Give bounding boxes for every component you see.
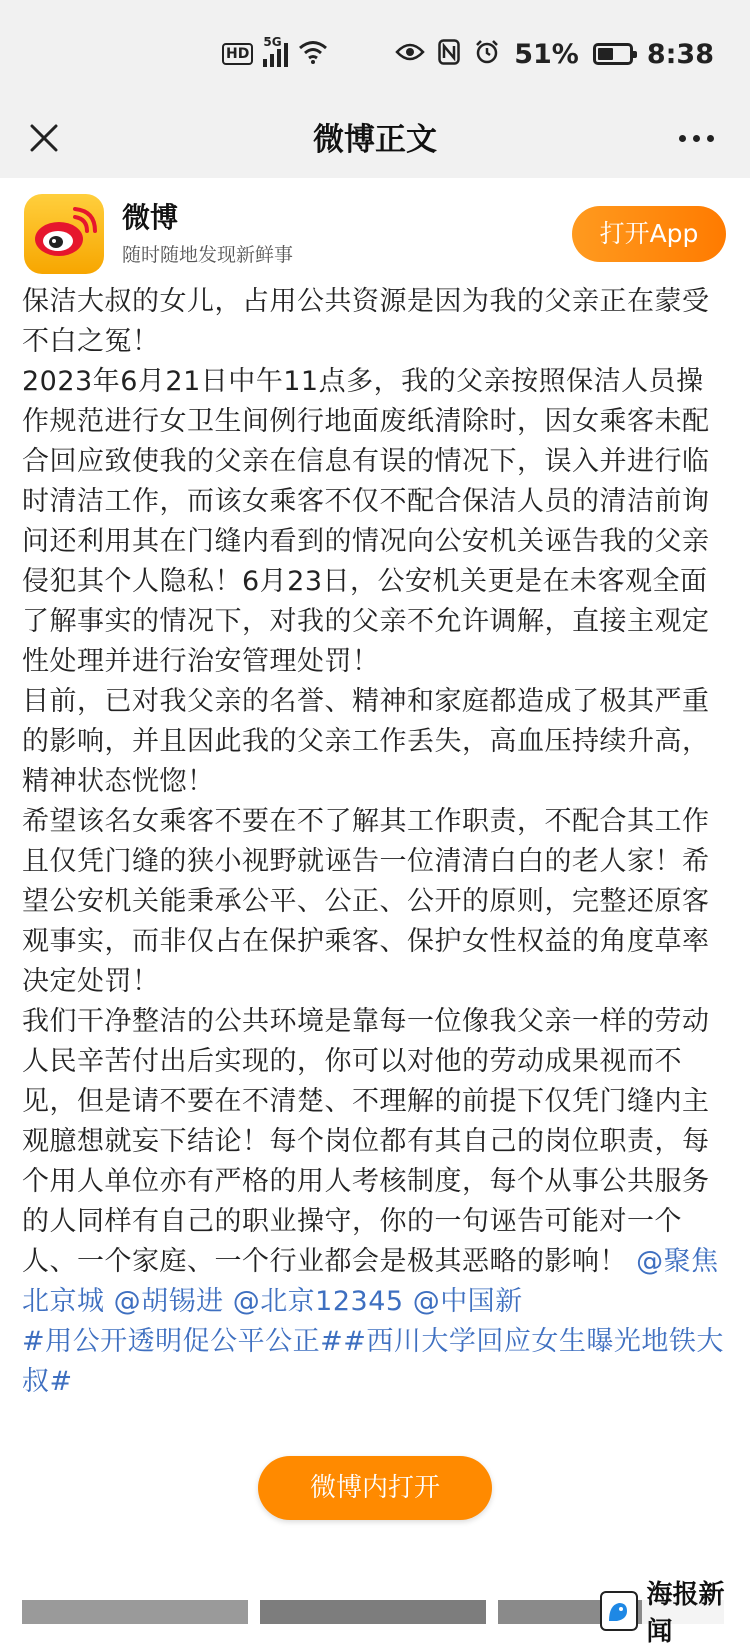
watermark-logo-icon [600,1591,638,1631]
page-title: 微博正文 [313,122,437,158]
weibo-logo-icon [24,194,104,274]
post-paragraph: 保洁大叔的女儿，占用公共资源是因为我的父亲正在蒙受不白之冤！ [22,286,710,357]
nav-bar [0,100,750,178]
hashtag-link[interactable]: #用公开透明促公平公正##西川大学回应女生曝光地铁大叔# [22,1326,724,1397]
watermark-text: 海报新闻 [642,1574,750,1648]
nfc-icon [438,39,460,69]
status-right [396,34,714,74]
post-image-thumbnail[interactable] [22,1600,248,1624]
battery-percent: 51% [514,38,579,70]
alarm-icon [474,39,500,69]
mention-link[interactable]: @中国新 [412,1286,523,1317]
app-promo-banner [0,180,750,280]
more-button[interactable] [666,114,726,162]
post-image-thumbnail[interactable] [260,1600,486,1624]
clock: 8:38 [646,38,714,70]
post-body [22,282,726,1402]
open-in-weibo-button[interactable]: 微博内打开 [258,1456,492,1520]
battery-fill [598,48,613,60]
signal-icon [263,35,288,67]
more-dots-icon [679,135,686,142]
hashtag-line [22,1322,726,1402]
status-bar [0,0,750,100]
post-paragraph: 目前，已对我父亲的名誉、精神和家庭都造成了极其严重的影响，并且因此我的父亲工作丢失，高血压持续升高，精神状态恍惚！ [22,686,710,797]
status-left [222,35,328,70]
post-paragraph: 希望该名女乘客不要在不了解其工作职责，不配合其工作且仅凭门缝的狭小视野就诬告一位清清白白的老人家！希望公安机关能秉承公平、公正、公开的原则，完整还原客观事实，而非仅占在保护乘客、保护女性权益的角度草率决定处罚！ [22,806,710,997]
post-paragraph-text: 我们干净整洁的公共环境是靠每一位像我父亲一样的劳动人民辛苦付出后实现的，你可以对他的劳动成果视而不见，但是请不要在不清楚、不理解的前提下仅凭门缝内主观臆想就妄下结论！每个岗位都有其自己的岗位职责，每个用人单位亦有严格的用人考核制度，每个从事公共服务的人同样有自己的职业操守，你的一句诬告可能对一个人、一个家庭、一个行业都会是极其恶略的影响！ [22,1006,710,1277]
wifi-icon [298,40,328,68]
battery-icon [593,43,633,65]
open-app-button[interactable]: 打开App [572,206,726,262]
post-paragraph: 2023年6月21日中午11点多，我的父亲按照保洁人员操作规范进行女卫生间例行地面废纸清除时，因女乘客未配合回应致使我的父亲在信息有误的情况下，误入并进行临时清洁工作，而该女乘客不仅不配合保洁人员的清洁前询问还利用其在门缝内看到的情况向公安机关诬告我的父亲侵犯其个人隐私！6月23日，公安机关更是在未客观全面了解事实的情况下，对我的父亲不允许调解，直接主观定性处理并进行治安管理处罚！ [22,366,710,677]
source-watermark [600,1574,750,1648]
signal-label: 5G [263,35,282,49]
hd-badge: HD [222,43,253,65]
mention-link[interactable]: @聚焦北京城 [22,1246,719,1317]
app-slogan: 随时随地发现新鲜事 [122,244,294,266]
mention-link[interactable]: @胡锡进 [113,1286,224,1317]
app-name: 微博 [122,201,179,234]
eye-icon [396,42,424,66]
mention-link[interactable]: @北京12345 [232,1286,404,1317]
post-paragraph [22,1002,726,1322]
